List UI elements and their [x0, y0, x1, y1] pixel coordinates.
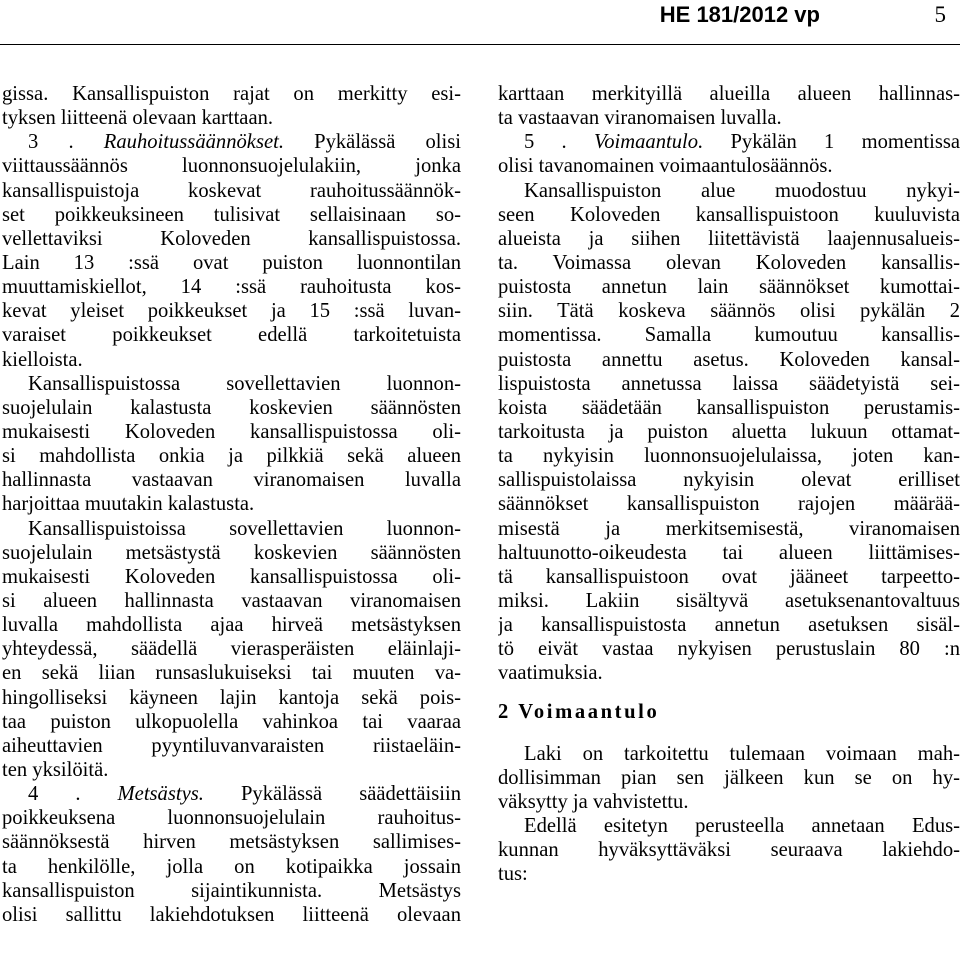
text-line: mukaisesti Koloveden kansallispuistossa oli- — [2, 565, 461, 588]
text-line: Laki on tarkoitettu tulemaan voimaan mah- — [524, 742, 960, 765]
text-line: sallispuistolaissa nykyisin olevat erilliset — [498, 469, 960, 492]
text-line: suojelulain kalastusta koskevien säännösten — [2, 396, 461, 419]
text-line: momentissa. Samalla kumoutuu kansallis- — [498, 324, 960, 347]
text-line: Lain 13 :ssä ovat puiston luonnontilan — [2, 251, 461, 274]
text-line: tyksen liitteenä olevaan karttaan. — [2, 107, 274, 130]
text-line: ten yksilöitä. — [2, 758, 109, 781]
text-line: tus: — [498, 863, 528, 886]
text-line: kielloista. — [2, 348, 83, 371]
text-line: gissa. Kansallispuiston rajat on merkitty esi- — [2, 83, 461, 105]
text-line: ta vastaavan viranomaisen luvalla. — [498, 107, 782, 130]
text-line: olisi tavanomainen voimaantulosäännös. — [498, 155, 833, 178]
text-line: viittaussäännös luonnonsuojelulakiin, jonka — [2, 155, 461, 178]
text-line: hallinnasta vastaavan viranomaisen luvalla — [2, 469, 461, 492]
text-line: puistosta annettu asetus. Koloveden kansal- — [498, 348, 960, 371]
text-line: ta henkilölle, jolla on kotipaikka jossain — [2, 855, 461, 878]
text-line: dollisimman pian sen jälkeen kun se on hy- — [498, 766, 960, 789]
document-id: HE 181/2012 vp — [659, 2, 820, 27]
text-line: hingolliseksi käyneen lajin kantoja sekä pois- — [2, 686, 461, 709]
text-line: väksytty ja vahvistettu. — [498, 790, 689, 813]
text-line: varaiset poikkeukset edellä tarkoitetuista — [2, 324, 461, 347]
text-line: Edellä esitetyn perusteella annetaan Edus- — [524, 814, 960, 837]
text-line: mukaisesti Koloveden kansallispuistossa oli- — [2, 420, 461, 443]
text-line: seen Koloveden kansallispuistoon kuuluvista — [498, 203, 960, 226]
text-line: si alueen hallinnasta vastaavan viranomaisen — [2, 589, 461, 612]
text-line: haltuunotto-oikeudesta tai alueen liittämises- — [498, 541, 960, 564]
text-line: ta. Voimassa olevan Koloveden kansallis- — [498, 251, 960, 274]
page-header — [0, 0, 960, 45]
text-line: kansallispuiston sijaintikunnista. Metsästys — [2, 879, 461, 902]
text-line: koista säädetään kansallispuiston perustamis- — [498, 396, 960, 419]
text-line: misestä ja merkitsemisestä, viranomaisen — [498, 517, 960, 540]
text-line: olisi sallittu lakiehdotuksen liitteenä olevaan — [2, 903, 461, 926]
text-line: en sekä liian runsaslukuiseksi tai muuten va- — [2, 662, 461, 685]
text-line: säännökset kansallispuiston rajojen määrää- — [498, 493, 960, 516]
text-line: ja kansallispuistosta annetun asetuksen sisäl- — [498, 614, 960, 637]
text-line: puistosta annetun lain säännökset kumottai- — [498, 276, 960, 299]
text-line: aiheuttavien pyyntiluvanvaraisten riistaeläin- — [2, 734, 461, 757]
text-line: lispuistosta annetussa laissa säädetyistä sei- — [498, 372, 960, 395]
text-line: siin. Tätä koskeva säännös olisi pykälän 2 — [498, 300, 960, 323]
text-line: tarkoitusta ja puiston aluetta lukuun ottamat- — [498, 420, 960, 443]
text-line: vaatimuksia. — [498, 662, 603, 685]
text-line: si mahdollista onkia ja pilkkiä sekä alueen — [2, 445, 461, 468]
text-line: taa puiston ulkopuolella vahinkoa tai vaaraa — [2, 710, 461, 733]
text-line: 5 . Voimaantulo. Pykälän 1 momentissa — [524, 131, 960, 154]
text-line: luvalla mahdollista ajaa hirveä metsästyksen — [2, 614, 461, 637]
text-line: 3 . Rauhoitussäännökset. Pykälässä olisi — [28, 131, 461, 154]
text-line: muuttamiskiellot, 14 :ssä rauhoitusta kos- — [2, 276, 461, 299]
section-heading: 2 Voimaantulo — [498, 700, 660, 723]
text-line: tö eivät vastaa nykyisen perustuslain 80 :n — [498, 638, 960, 661]
text-line: alueista ja siihen liitettävistä laajennusalueis- — [498, 227, 960, 250]
text-line: poikkeuksena luonnonsuojelulain rauhoitus- — [2, 807, 461, 830]
text-line: miksi. Lakiin sisältyvä asetuksenantovaltuus — [498, 589, 960, 612]
closing-paragraphs — [498, 742, 960, 887]
text-line: säännöksestä hirven metsästyksen sallimises- — [2, 831, 461, 854]
text-line: yhteydessä, säädellä vierasperäisten eläinlaji- — [2, 638, 461, 661]
left-column — [2, 82, 461, 927]
text-line: Kansallispuistoissa sovellettavien luonnon- — [28, 517, 461, 540]
text-line: harjoittaa muutakin kalastusta. — [2, 493, 255, 516]
text-line: tä kansallispuistoon ovat jääneet tarpeetto- — [498, 565, 960, 588]
right-column-body — [498, 82, 960, 686]
text-line: karttaan merkityillä alueilla alueen hallinnas- — [498, 83, 960, 105]
text-line: kunnan hyväksyttäväksi seuraava lakiehdo- — [498, 839, 960, 862]
text-line: suojelulain metsästystä koskevien säännösten — [2, 541, 461, 564]
text-line: 4 . Metsästys. Pykälässä säädettäisiin — [28, 783, 461, 806]
text-line: ta nykyisin luonnonsuojelulaissa, joten kan- — [498, 445, 960, 468]
page-number: 5 — [934, 2, 946, 27]
right-column — [498, 82, 960, 886]
text-line: vellettaviksi Koloveden kansallispuistossa. — [2, 227, 461, 250]
text-line: Kansallispuiston alue muodostuu nykyi- — [524, 179, 960, 202]
text-line: Kansallispuistossa sovellettavien luonnon- — [28, 372, 461, 395]
text-line: kansallispuistoja koskevat rauhoitussäännök- — [2, 179, 461, 202]
text-line: kevat yleiset poikkeukset ja 15 :ssä luvan- — [2, 300, 461, 323]
text-line: set poikkeuksineen tulisivat sellaisinaan so- — [2, 203, 461, 226]
